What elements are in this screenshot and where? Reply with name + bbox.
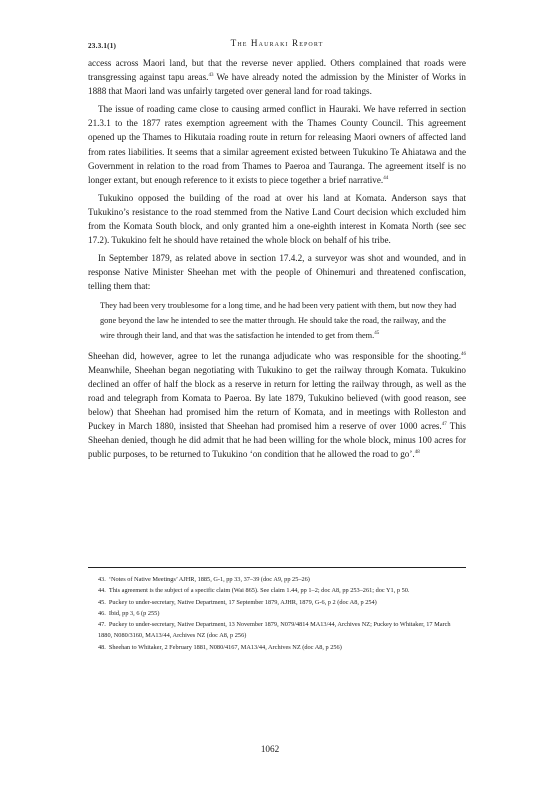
footnote-marker[interactable]: 43 (208, 73, 214, 79)
footnotes (88, 574, 466, 653)
footnote (88, 608, 466, 619)
paragraph (88, 191, 466, 247)
footnote-text: ‘Notes of Native Meetings’ AJHR, 1885, G-1, pp 33, 37–39 (doc A9, pp 25–26) (108, 576, 310, 583)
paragraph (88, 56, 466, 98)
footnote-marker[interactable]: 46 (461, 351, 466, 357)
text-run: This Sheehan denied, though he did admit that he had been willing for the whole block, minus 100 acres for public purposes, to be returned to Tukukino ‘on condition that he allowed the road to go’. (88, 420, 466, 460)
running-header (88, 38, 466, 52)
footnote-separator (88, 567, 466, 568)
text-run: Tukukino opposed the building of the road at over his land at Komata. Anderson says that Tukukino’s resistance to the road stemmed from the Native Land Court decision which excluded him from the Komata South block, and only granted him a one-eighth interest in Komata North (see sec 17.2). Tukukino felt he should have retained the whole block on behalf of his tribe. (88, 192, 466, 246)
text-run: access across Maori land, but that the reverse never applied. Others complained that roads were transgressing against tapu areas. (88, 58, 466, 83)
footnote-number: 47. (98, 621, 106, 629)
footnote-number: 46. (98, 609, 106, 617)
footnote (88, 597, 466, 608)
footnote-number: 43. (98, 576, 106, 583)
footnote-marker[interactable]: 45 (374, 330, 380, 336)
text-run: Meanwhile, Sheehan began negotiating with Tukukino to get the railway through Komata. Tukukino declined an offer of half the block as a reserve in return for letting the railway through, as well as the road and telegraph from Komata to Paeroa. By late 1879, Tukukino believed (with good reason, see below) that Sheehan had promised him the return of Komata, and in meetings with Rolleston and Puckey in March 1880, insisted that Sheehan had promised him a reserve of over 1000 acres. (88, 364, 466, 431)
footnote-marker[interactable]: 48 (414, 450, 420, 456)
paragraph (88, 349, 466, 462)
page-number: 1062 (260, 744, 280, 754)
footnote-number: 48. (98, 643, 106, 651)
footnote (88, 574, 466, 585)
footnote-number: 45. (98, 598, 106, 606)
footnote (88, 619, 466, 642)
paragraph (88, 251, 466, 293)
text-run: In September 1879, as related above in section 17.4.2, a surveyor was shot and wounded, and in response Native Minister Sheehan met with the people of Ohinemuri and threatened confiscation, telling them that: (88, 253, 466, 292)
footnote (88, 642, 466, 653)
footnote-marker[interactable]: 47 (441, 421, 447, 427)
text-run: Sheehan did, however, agree to let the runanga adjudicate who was responsible for the shooting. (88, 350, 461, 361)
footnote-text: This agreement is the subject of a specific claim (Wai 865). See claim 1.44, pp 1–2; doc A8, pp 253–261; doc Y1, p 50. (108, 587, 410, 595)
block-quote (100, 298, 460, 343)
footnote-number: 44. (98, 587, 106, 595)
footnote-text: Sheehan to Whitaker, 2 February 1881, N080/4167, MA13/44, Archives NZ (doc A8, p 256) (108, 643, 342, 651)
running-title: The Hauraki Report (230, 38, 324, 48)
section-reference: 23.3.1(1) (88, 42, 117, 50)
paragraph (88, 102, 466, 187)
footnote-text: Puckey to under-secretary, Native Department, 13 November 1879, N079/4814 MA13/44, Archives NZ; Puckey to Whitaker, 17 March 1880, N080/3160, MA13/44, Archives NZ (doc A8, p 256) (98, 621, 451, 640)
footnote (88, 585, 466, 596)
footnote-text: Puckey to under-secretary, Native Department, 17 September 1879, AJHR, 1879, G-6, p 2 (doc A8, p 254) (108, 598, 377, 606)
text-run: The issue of roading came close to causing armed conflict in Hauraki. We have referred in section 21.3.1 to the 1877 rates exemption agreement with the Thames County Council. This agreement opened up the Thames to Hikutaia roading route in return for releasing Maori owners of affected land from rates liabilities. It seems that a similar agreement existed between Tukukino Te Ahiatawa and the Government in relation to the road from Thames to Paeroa and Tauranga. The agreement itself is no longer extant, but enough reference to it exists to piece together a brief narrative. (88, 104, 466, 185)
body-text (88, 56, 466, 465)
text-run: We have already noted the admission by the Minister of Works in 1888 that Maori land was unfairly targeted over general land for road takings. (88, 72, 466, 97)
text-run: They had been very troublesome for a long time, and he had been very patient with them, but now they had gone beyond the law he intended to see the matter through. He should take the road, the railway, and the wire through their land, and that was the satisfaction he intended to get from them. (100, 300, 457, 340)
footnote-text: Ibid, pp 3, 6 (p 255) (108, 609, 160, 617)
footnote-marker[interactable]: 44 (383, 175, 389, 181)
